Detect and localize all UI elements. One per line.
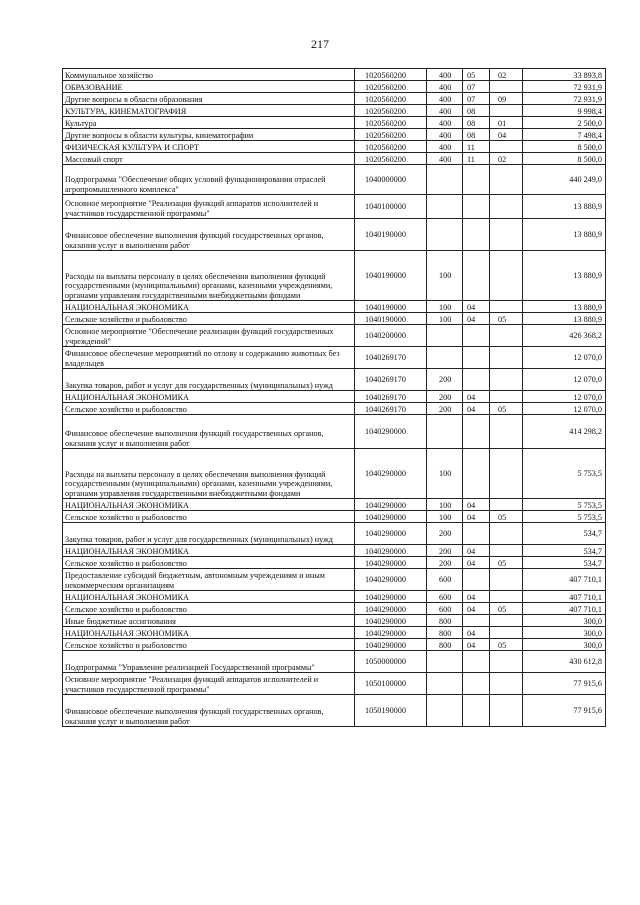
row-amount-cell: 440 249,0 [523,165,606,195]
row-subsection-cell: 01 [490,117,523,129]
row-subsection-cell: 05 [490,403,523,415]
row-amount-cell: 407 710,1 [523,591,606,603]
row-expense-type-cell: 200 [427,369,463,391]
row-csr-code-cell: 1040290000 [355,615,427,627]
row-expense-type-cell: 800 [427,639,463,651]
row-csr-code-cell: 1050000000 [355,651,427,673]
row-amount-cell: 407 710,1 [523,569,606,591]
row-subsection-cell: 05 [490,603,523,615]
row-subsection-cell [490,591,523,603]
table-row [63,511,606,523]
row-amount-cell: 12 070,0 [523,403,606,415]
row-name-cell: КУЛЬТУРА, КИНЕМАТОГРАФИЯ [63,105,355,117]
row-section-cell: 04 [463,557,490,569]
row-section-cell [463,347,490,369]
row-csr-code-cell: 1050190000 [355,695,427,727]
row-csr-code-cell: 1040269170 [355,391,427,403]
table-row [63,695,606,727]
row-subsection-cell [490,695,523,727]
row-name-cell: Финансовое обеспечение выполнения функций государственных органов, оказания услуг и выполнения работ [63,219,355,251]
row-subsection-cell: 02 [490,153,523,165]
table-row [63,639,606,651]
row-amount-cell: 9 998,4 [523,105,606,117]
row-csr-code-cell: 1040290000 [355,523,427,545]
row-amount-cell: 77 915,6 [523,695,606,727]
row-name-cell: Основное мероприятие "Реализация функций аппаратов исполнителей и участников государственной программы" [63,195,355,219]
row-expense-type-cell [427,165,463,195]
table-row [63,403,606,415]
row-section-cell [463,615,490,627]
row-subsection-cell [490,105,523,117]
table-row [63,165,606,195]
row-name-cell: НАЦИОНАЛЬНАЯ ЭКОНОМИКА [63,591,355,603]
row-section-cell: 04 [463,403,490,415]
row-name-cell: Основное мероприятие "Реализация функций аппаратов исполнителей и участников государственной программы" [63,673,355,695]
row-subsection-cell [490,615,523,627]
row-expense-type-cell: 100 [427,449,463,499]
row-expense-type-cell: 200 [427,557,463,569]
row-expense-type-cell [427,219,463,251]
row-subsection-cell [490,627,523,639]
row-subsection-cell [490,415,523,449]
row-amount-cell: 534,7 [523,557,606,569]
row-amount-cell: 2 500,0 [523,117,606,129]
row-amount-cell: 12 070,0 [523,391,606,403]
row-section-cell: 07 [463,81,490,93]
row-amount-cell: 12 070,0 [523,347,606,369]
row-subsection-cell [490,81,523,93]
row-expense-type-cell: 400 [427,129,463,141]
row-csr-code-cell: 1040190000 [355,219,427,251]
row-section-cell: 11 [463,153,490,165]
row-amount-cell: 33 893,8 [523,69,606,81]
row-amount-cell: 430 612,8 [523,651,606,673]
row-section-cell: 04 [463,591,490,603]
table-row [63,615,606,627]
row-section-cell: 08 [463,105,490,117]
table-row [63,129,606,141]
row-amount-cell: 13 880,9 [523,195,606,219]
row-amount-cell: 5 753,5 [523,449,606,499]
row-expense-type-cell: 400 [427,93,463,105]
row-name-cell: ОБРАЗОВАНИЕ [63,81,355,93]
table-row [63,569,606,591]
row-section-cell: 04 [463,391,490,403]
row-amount-cell: 426 368,2 [523,325,606,347]
row-name-cell: Иные бюджетные ассигнования [63,615,355,627]
row-subsection-cell [490,391,523,403]
row-expense-type-cell: 100 [427,301,463,313]
row-subsection-cell [490,499,523,511]
table-row [63,545,606,557]
row-csr-code-cell: 1020560200 [355,129,427,141]
row-name-cell: Сельское хозяйство и рыболовство [63,313,355,325]
row-subsection-cell [490,651,523,673]
row-section-cell [463,251,490,301]
row-expense-type-cell: 200 [427,391,463,403]
row-name-cell: Финансовое обеспечение выполнения функций государственных органов, оказания услуг и выполнения работ [63,695,355,727]
row-csr-code-cell: 1040190000 [355,251,427,301]
row-name-cell: Финансовое обеспечение мероприятий по отлову и содержанию животных без владельцев [63,347,355,369]
row-amount-cell: 8 500,0 [523,153,606,165]
row-expense-type-cell: 600 [427,591,463,603]
row-csr-code-cell: 1040000000 [355,165,427,195]
row-expense-type-cell: 600 [427,569,463,591]
table-row [63,499,606,511]
row-amount-cell: 300,0 [523,627,606,639]
row-csr-code-cell: 1020560200 [355,93,427,105]
row-subsection-cell: 02 [490,69,523,81]
row-subsection-cell: 09 [490,93,523,105]
row-section-cell [463,325,490,347]
row-section-cell: 05 [463,69,490,81]
row-name-cell: Коммунальное хозяйство [63,69,355,81]
row-expense-type-cell: 400 [427,117,463,129]
row-subsection-cell: 04 [490,129,523,141]
table-row [63,415,606,449]
row-expense-type-cell [427,415,463,449]
row-amount-cell: 414 298,2 [523,415,606,449]
row-csr-code-cell: 1040290000 [355,511,427,523]
row-section-cell [463,195,490,219]
row-name-cell: НАЦИОНАЛЬНАЯ ЭКОНОМИКА [63,499,355,511]
row-expense-type-cell [427,651,463,673]
row-name-cell: Предоставление субсидий бюджетным, автономным учреждениям и иным некоммерческим организациям [63,569,355,591]
row-expense-type-cell: 200 [427,545,463,557]
row-expense-type-cell: 200 [427,523,463,545]
row-amount-cell: 534,7 [523,545,606,557]
row-subsection-cell: 05 [490,313,523,325]
table-body [63,69,606,727]
row-section-cell [463,415,490,449]
row-amount-cell: 13 880,9 [523,219,606,251]
table-row [63,627,606,639]
row-csr-code-cell: 1020560200 [355,105,427,117]
row-csr-code-cell: 1040290000 [355,499,427,511]
table-row [63,391,606,403]
row-amount-cell: 300,0 [523,615,606,627]
table-row [63,81,606,93]
row-name-cell: Сельское хозяйство и рыболовство [63,639,355,651]
row-subsection-cell [490,141,523,153]
row-section-cell [463,673,490,695]
row-csr-code-cell: 1040290000 [355,569,427,591]
row-csr-code-cell: 1020560200 [355,81,427,93]
table-row [63,449,606,499]
row-subsection-cell [490,569,523,591]
row-expense-type-cell: 100 [427,251,463,301]
row-name-cell: Сельское хозяйство и рыболовство [63,403,355,415]
row-name-cell: Расходы на выплаты персоналу в целях обеспечения выполнения функций государственными (муниципальными) органами, казенными учреждениями, органами управления государственными внебюджетными фондами [63,251,355,301]
row-section-cell: 04 [463,627,490,639]
row-subsection-cell [490,449,523,499]
row-section-cell: 04 [463,639,490,651]
row-name-cell: Другие вопросы в области образования [63,93,355,105]
row-subsection-cell [490,369,523,391]
row-amount-cell: 7 498,4 [523,129,606,141]
row-section-cell: 11 [463,141,490,153]
table-row [63,557,606,569]
row-expense-type-cell: 800 [427,615,463,627]
row-expense-type-cell: 800 [427,627,463,639]
row-subsection-cell: 05 [490,557,523,569]
row-subsection-cell [490,219,523,251]
row-section-cell: 04 [463,499,490,511]
table-row [63,313,606,325]
table-row [63,153,606,165]
table-row [63,325,606,347]
table-row [63,69,606,81]
row-expense-type-cell: 200 [427,403,463,415]
row-csr-code-cell: 1040200000 [355,325,427,347]
table-row [63,673,606,695]
row-csr-code-cell: 1040290000 [355,603,427,615]
row-subsection-cell [490,251,523,301]
row-csr-code-cell: 1040269170 [355,403,427,415]
row-expense-type-cell: 400 [427,105,463,117]
row-section-cell [463,219,490,251]
row-name-cell: Финансовое обеспечение выполнения функций государственных органов, оказания услуг и выполнения работ [63,415,355,449]
row-csr-code-cell: 1020560200 [355,141,427,153]
row-amount-cell: 12 070,0 [523,369,606,391]
row-amount-cell: 534,7 [523,523,606,545]
row-name-cell: Закупка товаров, работ и услуг для государственных (муниципальных) нужд [63,369,355,391]
table-row [63,93,606,105]
row-name-cell: Сельское хозяйство и рыболовство [63,557,355,569]
row-csr-code-cell: 1040290000 [355,415,427,449]
row-subsection-cell [490,195,523,219]
row-csr-code-cell: 1040100000 [355,195,427,219]
row-csr-code-cell: 1040290000 [355,449,427,499]
row-amount-cell: 72 931,9 [523,81,606,93]
row-expense-type-cell [427,673,463,695]
row-expense-type-cell: 400 [427,153,463,165]
row-amount-cell: 13 880,9 [523,313,606,325]
row-section-cell [463,165,490,195]
row-name-cell: НАЦИОНАЛЬНАЯ ЭКОНОМИКА [63,627,355,639]
row-amount-cell: 407 710,1 [523,603,606,615]
row-name-cell: Сельское хозяйство и рыболовство [63,511,355,523]
row-expense-type-cell: 100 [427,313,463,325]
row-amount-cell: 72 931,9 [523,93,606,105]
row-subsection-cell: 05 [490,639,523,651]
row-subsection-cell [490,523,523,545]
table-row [63,251,606,301]
row-amount-cell: 8 500,0 [523,141,606,153]
row-section-cell: 08 [463,129,490,141]
table-row [63,117,606,129]
row-name-cell: Культура [63,117,355,129]
row-expense-type-cell: 100 [427,499,463,511]
page-number: 217 [311,37,329,51]
row-name-cell: Основное мероприятие "Обеспечение реализации функций государственных учреждений" [63,325,355,347]
row-name-cell: Подпрограмма "Управление реализацией Государственной программы" [63,651,355,673]
row-section-cell [463,449,490,499]
row-name-cell: Подпрограмма "Обеспечение общих условий функционирования отраслей агропромышленного комплекса" [63,165,355,195]
row-csr-code-cell: 1020560200 [355,153,427,165]
row-section-cell [463,569,490,591]
row-name-cell: Расходы на выплаты персоналу в целях обеспечения выполнения функций государственными (муниципальными) органами, казенными учреждениями, органами управления государственными внебюджетными фондами [63,449,355,499]
row-section-cell [463,523,490,545]
row-csr-code-cell: 1040190000 [355,313,427,325]
row-csr-code-cell: 1040269170 [355,369,427,391]
table-row [63,523,606,545]
row-csr-code-cell: 1020560200 [355,69,427,81]
row-expense-type-cell: 400 [427,141,463,153]
row-expense-type-cell [427,325,463,347]
row-section-cell: 08 [463,117,490,129]
budget-table [62,68,606,727]
row-csr-code-cell: 1040190000 [355,301,427,313]
row-expense-type-cell: 400 [427,69,463,81]
row-subsection-cell [490,545,523,557]
row-name-cell: ФИЗИЧЕСКАЯ КУЛЬТУРА И СПОРТ [63,141,355,153]
row-subsection-cell [490,347,523,369]
row-csr-code-cell: 1040290000 [355,639,427,651]
table-row [63,347,606,369]
row-csr-code-cell: 1040290000 [355,557,427,569]
row-section-cell: 04 [463,511,490,523]
row-csr-code-cell: 1040269170 [355,347,427,369]
row-name-cell: Сельское хозяйство и рыболовство [63,603,355,615]
row-expense-type-cell [427,695,463,727]
row-section-cell [463,651,490,673]
row-amount-cell: 300,0 [523,639,606,651]
row-expense-type-cell [427,347,463,369]
row-name-cell: НАЦИОНАЛЬНАЯ ЭКОНОМИКА [63,301,355,313]
row-subsection-cell [490,301,523,313]
row-subsection-cell [490,325,523,347]
row-name-cell: Массовый спорт [63,153,355,165]
row-csr-code-cell: 1020560200 [355,117,427,129]
row-section-cell: 04 [463,603,490,615]
table-row [63,105,606,117]
table-row [63,301,606,313]
row-subsection-cell [490,165,523,195]
row-name-cell: НАЦИОНАЛЬНАЯ ЭКОНОМИКА [63,545,355,557]
row-section-cell [463,369,490,391]
table-row [63,603,606,615]
table-row [63,219,606,251]
table-row [63,651,606,673]
table-row [63,195,606,219]
row-amount-cell: 5 753,5 [523,499,606,511]
row-name-cell: НАЦИОНАЛЬНАЯ ЭКОНОМИКА [63,391,355,403]
row-amount-cell: 13 880,9 [523,251,606,301]
row-amount-cell: 77 915,6 [523,673,606,695]
row-csr-code-cell: 1040290000 [355,545,427,557]
row-name-cell: Закупка товаров, работ и услуг для государственных (муниципальных) нужд [63,523,355,545]
table-row [63,591,606,603]
row-amount-cell: 13 880,9 [523,301,606,313]
row-name-cell: Другие вопросы в области культуры, кинематографии [63,129,355,141]
row-section-cell: 04 [463,313,490,325]
table-row [63,369,606,391]
row-csr-code-cell: 1040290000 [355,627,427,639]
row-amount-cell: 5 753,5 [523,511,606,523]
row-section-cell: 04 [463,545,490,557]
row-csr-code-cell: 1050100000 [355,673,427,695]
row-expense-type-cell: 100 [427,511,463,523]
row-expense-type-cell [427,195,463,219]
row-expense-type-cell: 400 [427,81,463,93]
row-section-cell [463,695,490,727]
row-subsection-cell: 05 [490,511,523,523]
row-csr-code-cell: 1040290000 [355,591,427,603]
row-section-cell: 04 [463,301,490,313]
row-subsection-cell [490,673,523,695]
row-section-cell: 07 [463,93,490,105]
table-row [63,141,606,153]
row-expense-type-cell: 600 [427,603,463,615]
